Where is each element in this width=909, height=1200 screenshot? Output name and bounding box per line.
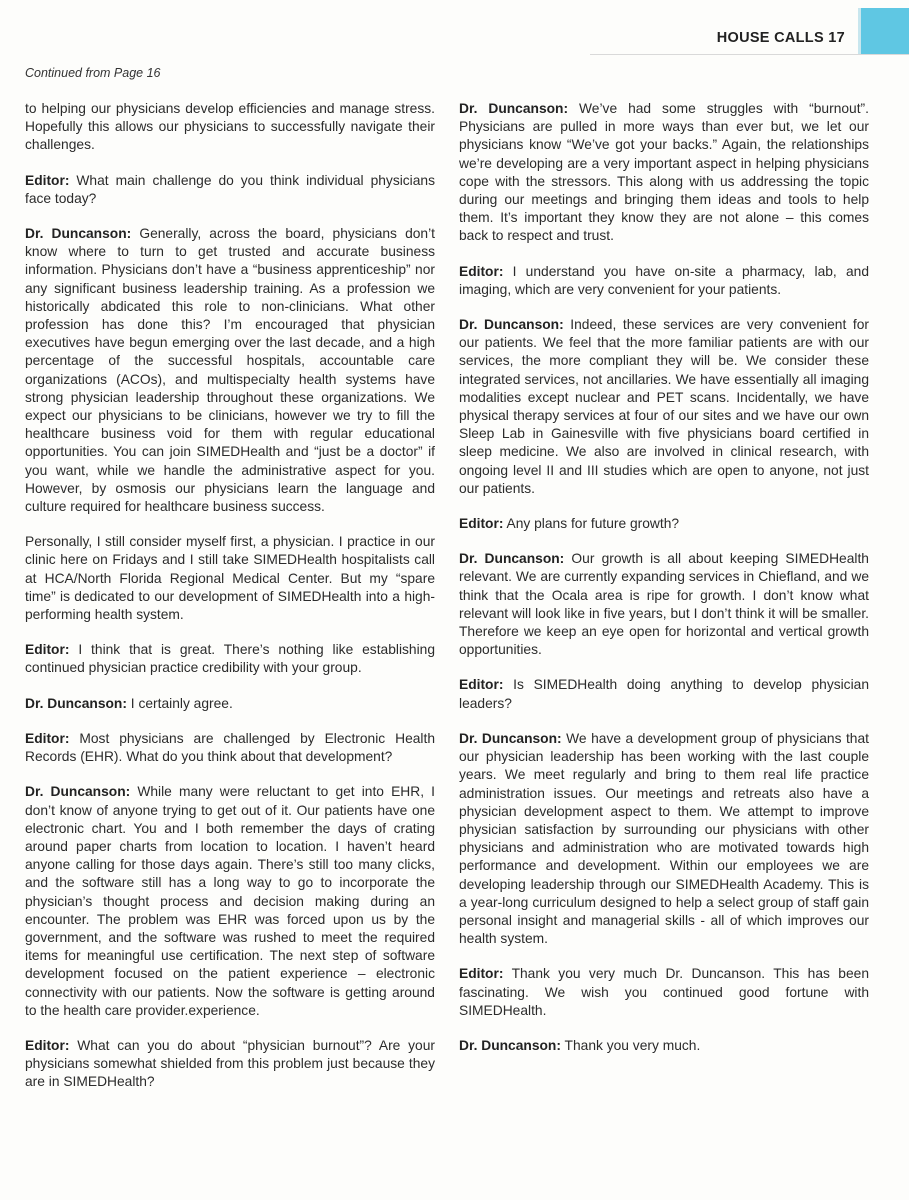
paragraph — [459, 263, 869, 299]
paragraph-text: I understand you have on-site a pharmacy, lab, and imaging, which are very convenient for your patients. — [459, 263, 869, 297]
speaker-label: Dr. Duncanson: — [459, 551, 565, 567]
paragraph-text: Most physicians are challenged by Electronic Health Records (EHR). What do you think about that development? — [25, 730, 435, 765]
paragraph — [459, 1037, 869, 1055]
paragraph — [25, 172, 435, 208]
paragraph — [459, 730, 869, 948]
paragraph — [25, 695, 435, 713]
paragraph — [459, 550, 869, 659]
speaker-label: Dr. Duncanson: — [459, 730, 562, 746]
paragraph — [25, 1037, 435, 1092]
paragraph — [25, 641, 435, 677]
paragraph — [459, 100, 869, 246]
paragraph — [25, 533, 435, 624]
paragraph — [25, 225, 435, 516]
paragraph-text: I think that is great. There’s nothing like establishing continued physician practice credibility with your group. — [25, 642, 435, 676]
speaker-label: Dr. Duncanson: — [459, 1037, 561, 1053]
header-rule — [590, 54, 909, 55]
paragraph-text: What main challenge do you think individual physicians face today? — [25, 172, 435, 206]
right-column — [459, 100, 869, 1072]
paragraph — [25, 783, 435, 1020]
speaker-label: Editor: — [25, 730, 70, 746]
left-column — [25, 100, 435, 1109]
speaker-label: Editor: — [459, 966, 504, 982]
paragraph-text: Thank you very much Dr. Duncanson. This has been fascinating. We wish you continued good fortune with SIMEDHealth. — [459, 966, 869, 1018]
paragraph — [459, 676, 869, 712]
page-tab-accent — [861, 8, 909, 54]
paragraph-text: Our growth is all about keeping SIMEDHealth relevant. We are currently expanding services in Chiefland, and we think that the Ocala area is ripe for growth. I don’t know what relevant will look like in five years, but I don’t think it will be smaller. Therefore we keep an eye open for horizontal and vertical growth opportunities. — [459, 551, 869, 658]
paragraph — [25, 100, 435, 155]
paragraph-text: Thank you very much. — [560, 1037, 701, 1053]
speaker-label: Dr. Duncanson: — [459, 101, 569, 116]
speaker-label: Editor: — [459, 677, 504, 693]
paragraph-text: I certainly agree. — [126, 695, 233, 711]
speaker-label: Dr. Duncanson: — [25, 226, 132, 242]
speaker-label: Editor: — [25, 642, 70, 658]
paragraph — [25, 730, 435, 766]
paragraph-text: Any plans for future growth? — [503, 516, 680, 532]
paragraph-text: Indeed, these services are very convenient for our patients. We feel that the more familiar patients are with our services, the more compliant they will be. We consider these integrated services, not ancillaries. We have essentially all imaging modalities except nuclear and PET scans. Incidentally, we have physical therapy services at four of our sites and we have our own Sleep Lab in Gainesville with five physicians board certified in sleep medicine. We also are involved in clinical research, with ongoing level II and III studies which are open to anyone, not just our patients. — [459, 317, 869, 496]
speaker-label: Editor: — [25, 172, 70, 188]
speaker-label: Editor: — [459, 263, 504, 279]
paragraph — [459, 515, 869, 533]
paragraph-text: Is SIMEDHealth doing anything to develop physician leaders? — [459, 677, 869, 711]
running-head: HOUSE CALLS 17 — [716, 30, 845, 46]
paragraph-text: to helping our physicians develop efficiencies and manage stress. Hopefully this allows our physicians to successfully navigate their challenges. — [25, 101, 435, 153]
speaker-label: Dr. Duncanson: — [459, 317, 564, 333]
continued-from-note: Continued from Page 16 — [25, 66, 161, 80]
speaker-label: Dr. Duncanson: — [25, 784, 131, 800]
paragraph — [459, 965, 869, 1020]
paragraph-text: What can you do about “physician burnout”? Are your physicians somewhat shielded from this problem just because they are in SIMEDHealth? — [25, 1037, 435, 1090]
paragraph-text: Personally, I still consider myself first, a physician. I practice in our clinic here on Fridays and I still take SIMEDHealth hospitalists call at HCA/North Florida Regional Medical Center. But my “spare time” is dedicated to our development of SIMEDHealth into a high-performing health system. — [25, 534, 435, 623]
paragraph-text: While many were reluctant to get into EHR, I don’t know of anyone trying to get out of it. Our patients have one electronic chart. You and I both remember the days of crating around paper charts from location to location. I haven’t heard anyone calling for those days again. There’s still too many clicks, and the software still has a long way to go to incorporate the physician’s thought process and decision making during an encounter. The problem was EHR was forced upon us by the government, and the software was rushed to meet the required items for meaningful use certification. The next step of software development focused on the patient experience – electronic connectivity with our patients. Now the software is getting around to the health care provider.experience. — [25, 784, 435, 1018]
paragraph-text: We have a development group of physicians that our physician leadership has been working with the last couple years. We meet regularly and bring to them real life practice administration issues. Our meetings and retreats also have a physician development aspect to them. We attempt to improve physician satisfaction by surrounding our physicians with other physicians and administration who are motivated towards high performance and development. Within our employees we are developing leadership through our SIMEDHealth Academy. This is a year-long curriculum designed to help a select group of staff gain personal insight and managerial skills - all of which improves our health system. — [459, 730, 869, 947]
speaker-label: Editor: — [25, 1037, 70, 1053]
paragraph-text: Generally, across the board, physicians don’t know where to turn to get trusted and accurate business information. Physicians don’t have a “business apprenticeship” nor any significant business leadership training. As a profession we historically abdicated this role to non-clinicians. What other profession has done this? I’m encouraged that physician executives have begun emerging over the last decade, and a high percentage of the successful hospitals, accountable care organizations (ACOs), and multispecialty health systems have strong physician leadership throughout these organizations. We expect our physicians to be clinicians, however we try to fill the healthcare business void for them with regular educational opportunities. You can join SIMEDHealth and “just be a doctor” if you want, while we handle the administrative aspect for you. However, by osmosis our physicians learn the language and culture required for healthcare business success. — [25, 226, 435, 515]
paragraph-text: We’ve had some struggles with “burnout”. Physicians are pulled in more ways than ever but, we let our physicians know “We’ve got your backs.” Again, the relationships we’re developing are a very important aspect in helping physicians cope with the stressors. This along with us addressing the topic during our meetings and bringing them ideas and tools to help them. It’s important they know they are not alone – this comes back to respect and trust. — [459, 101, 869, 244]
paragraph — [459, 316, 869, 498]
speaker-label: Dr. Duncanson: — [25, 695, 127, 711]
speaker-label: Editor: — [459, 516, 504, 532]
